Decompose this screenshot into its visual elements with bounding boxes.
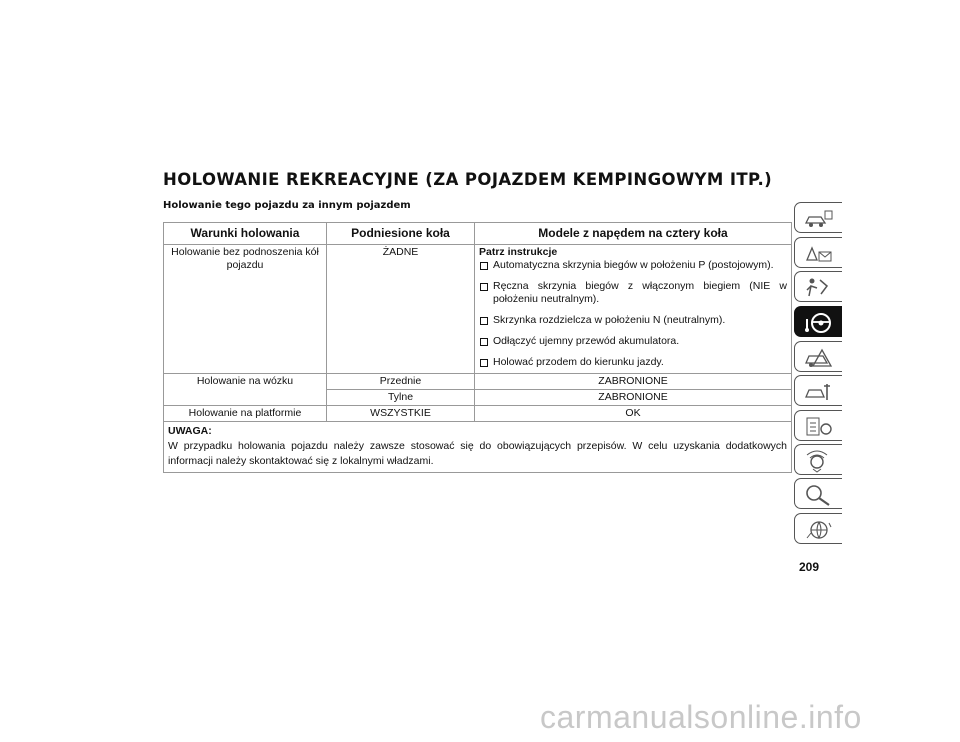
tab-servicing[interactable]: [794, 375, 842, 406]
list-item: Holować przodem do kierunku jazdy.: [479, 356, 787, 369]
tab-starting-and-operating[interactable]: [794, 306, 842, 337]
tab-warning-lights[interactable]: [794, 237, 842, 268]
list-item: Skrzynka rozdzielcza w położeniu N (neutralnym).: [479, 314, 787, 327]
page-number: 209: [799, 560, 820, 574]
watermark: carmanualsonline.info: [540, 699, 862, 735]
search-icon: [803, 483, 835, 507]
instructions-label: Patrz instrukcje: [479, 246, 558, 258]
checkbox-square-icon: [480, 283, 488, 291]
table-row: [164, 374, 792, 390]
note-cell: [164, 422, 792, 473]
row4-condition: Holowanie na platformie: [164, 406, 327, 422]
towing-table: [163, 222, 792, 473]
list-item: Ręczna skrzynia biegów z włączonym biegiem (NIE w położeniu neutralnym).: [479, 280, 787, 306]
car-crash-icon: [803, 346, 835, 370]
row1-instructions: [475, 245, 792, 374]
tab-specifications[interactable]: [794, 410, 842, 441]
row4-lifted: WSZYSTKIE: [327, 406, 475, 422]
row2-value: ZABRONIONE: [475, 374, 792, 390]
tab-safety[interactable]: [794, 271, 842, 302]
specifications-icon: [803, 415, 835, 439]
language-icon: [803, 518, 835, 542]
row2-condition: Holowanie na wózku: [164, 374, 327, 406]
row4-value: OK: [475, 406, 792, 422]
table-row: [164, 245, 792, 374]
list-item: Automatyczna skrzynia biegów w położeniu P (postojowym).: [479, 259, 787, 272]
list-item: Odłączyć ujemny przewód akumulatora.: [479, 335, 787, 348]
row1-condition: Holowanie bez podnoszenia kół pojazdu: [164, 245, 327, 374]
warning-light-icon: [803, 242, 835, 266]
note-row: [164, 422, 792, 473]
safety-icon: [803, 276, 835, 300]
checkbox-square-icon: [480, 262, 488, 270]
tab-emergency[interactable]: [794, 341, 842, 372]
checkbox-square-icon: [480, 317, 488, 325]
steering-wheel-icon: [803, 311, 835, 335]
car-service-icon: [803, 380, 835, 404]
tab-index[interactable]: [794, 478, 842, 509]
row3-lifted: Tylne: [327, 390, 475, 406]
header-4wd-models: Modele z napędem na cztery koła: [475, 223, 792, 245]
checkbox-square-icon: [480, 359, 488, 367]
header-lifted-wheels: Podniesione koła: [327, 223, 475, 245]
tab-multimedia[interactable]: [794, 444, 842, 475]
table-header-row: [164, 223, 792, 245]
tab-car-info[interactable]: [794, 202, 842, 233]
checkbox-square-icon: [480, 338, 488, 346]
page-title: HOLOWANIE REKREACYJNE (ZA POJAZDEM KEMPINGOWYM ITP.): [163, 170, 773, 189]
car-info-icon: [803, 207, 835, 231]
table-row: [164, 406, 792, 422]
row1-lifted: ŻADNE: [327, 245, 475, 374]
tab-languages[interactable]: [794, 513, 842, 544]
multimedia-icon: [803, 449, 835, 473]
row2-lifted: Przednie: [327, 374, 475, 390]
row3-value: ZABRONIONE: [475, 390, 792, 406]
note-label: UWAGA:: [168, 425, 212, 437]
note-text: W przypadku holowania pojazdu należy zawsze stosować się do obowiązujących przepisów. W celu uzyskania dodatkowych informacji należy skontaktować się z lokalnymi władzami.: [168, 440, 787, 467]
header-towing-condition: Warunki holowania: [164, 223, 327, 245]
section-subtitle: Holowanie tego pojazdu za innym pojazdem: [163, 200, 411, 211]
